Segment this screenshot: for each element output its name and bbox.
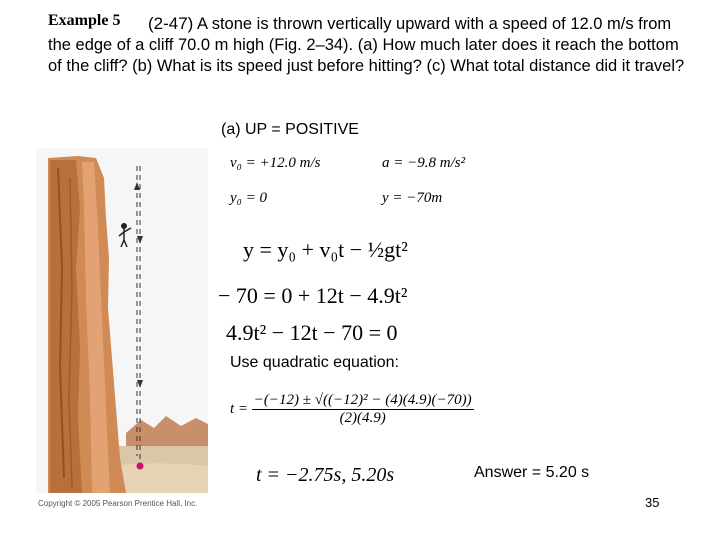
substituted-equation: − 70 = 0 + 12t − 4.9t²: [218, 283, 408, 308]
part-a-heading: (a) UP = POSITIVE: [221, 121, 359, 138]
answer: Answer = 5.20 s: [474, 464, 590, 481]
known-y0: y₀ = 0: [230, 190, 267, 206]
problem-text: A stone is thrown vertically upward with a speed of 12.0 m/s from the edge of a cliff 70.0 m high (Fig. 2–34). (a) How much later does it reach the bottom of the cliff? (b) What is its speed just before hitting? (c) What total distance did it travel?: [48, 15, 685, 75]
formula-numerator: −(−12) ± √((−12)² − (4)(4.9)(−70)): [253, 392, 472, 408]
page-number: 35: [645, 495, 660, 510]
stone: [137, 463, 144, 470]
problem-statement: [48, 13, 688, 77]
example-label: Example 5: [48, 12, 121, 29]
roots: t = −2.75s, 5.20s: [256, 464, 395, 486]
rearranged-equation: 4.9t² − 12t − 70 = 0: [226, 320, 398, 345]
known-a: a = −9.8 m/s²: [382, 155, 466, 171]
copyright: Copyright © 2005 Pearson Prentice Hall, Inc.: [38, 499, 198, 508]
quadratic-formula: [230, 392, 474, 427]
kinematic-equation: y = y₀ + v₀t − ½gt²: [243, 237, 408, 262]
formula-fraction: [252, 392, 474, 427]
cliff-figure: [36, 148, 208, 493]
quadratic-label: Use quadratic equation:: [230, 354, 399, 371]
known-y: y = −70m: [382, 190, 443, 206]
formula-prefix: t =: [230, 400, 249, 417]
problem-number: (2-47): [148, 14, 194, 33]
known-v0: v₀ = +12.0 m/s: [230, 155, 321, 171]
formula-denominator: (2)(4.9): [339, 410, 386, 426]
thrower-head: [121, 223, 127, 229]
